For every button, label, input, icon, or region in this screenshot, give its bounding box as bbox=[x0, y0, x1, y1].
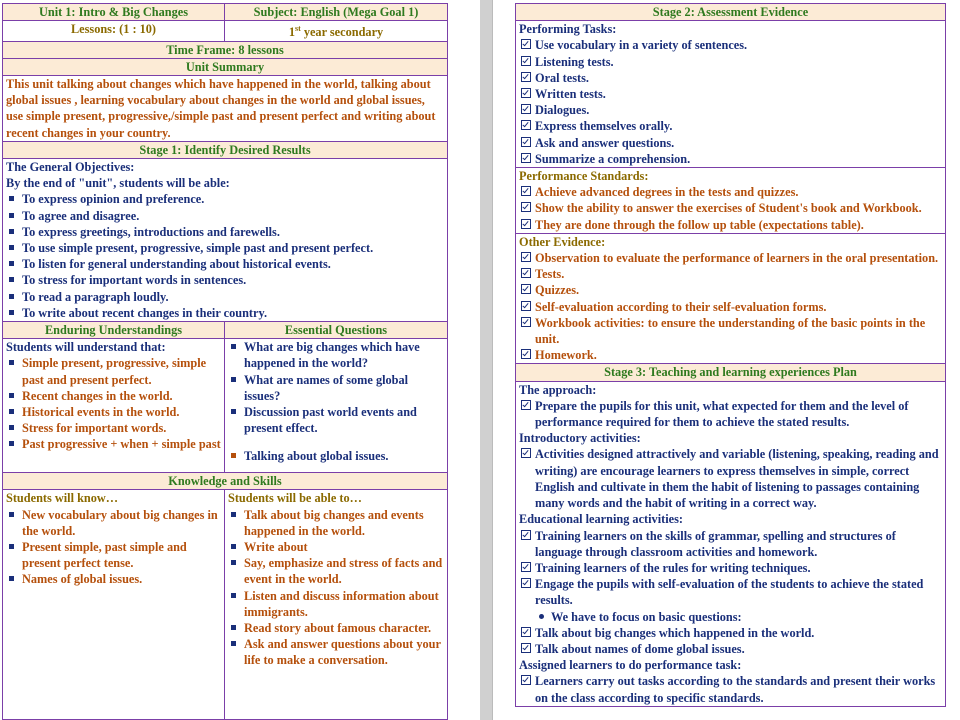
know-item: New vocabulary about big changes in the world. bbox=[6, 507, 221, 539]
enduring-item: Past progressive + when + simple past bbox=[6, 436, 221, 452]
bullet-square-icon bbox=[9, 229, 14, 234]
checkbox-checked-icon bbox=[521, 120, 531, 130]
page-gutter bbox=[480, 0, 492, 720]
summary-header bbox=[3, 58, 448, 75]
checkbox-checked-icon bbox=[521, 268, 531, 278]
other-evidence-list bbox=[519, 250, 942, 363]
bullet-square-icon bbox=[9, 213, 14, 218]
performing-item: Dialogues. bbox=[519, 102, 942, 118]
stage3-title: Stage 3: Teaching and learning experiences Plan bbox=[604, 365, 857, 380]
able-item: Talk about big changes and events happened in the world. bbox=[228, 507, 444, 539]
objective-item: To express greetings, introductions and farewells. bbox=[6, 224, 444, 240]
bullet-square-icon bbox=[9, 277, 14, 282]
objectives-cell bbox=[3, 158, 448, 321]
other-evidence-item: Tests. bbox=[519, 266, 942, 282]
standards-list bbox=[519, 184, 942, 233]
bullet-square-icon bbox=[231, 593, 236, 598]
able-cell bbox=[225, 490, 448, 720]
performing-item: Express themselves orally. bbox=[519, 118, 942, 134]
stage2-header bbox=[516, 4, 946, 21]
objective-item: To agree and disagree. bbox=[6, 208, 444, 224]
checkbox-checked-icon bbox=[521, 39, 531, 49]
summary-title: Unit Summary bbox=[185, 59, 265, 74]
performing-title: Performing Tasks: bbox=[519, 22, 617, 37]
checkbox-checked-icon bbox=[521, 88, 531, 98]
assigned-list bbox=[519, 673, 942, 705]
knowledge-title: Knowledge and Skills bbox=[168, 474, 282, 489]
checkbox-checked-icon bbox=[521, 137, 531, 147]
checkbox-checked-icon bbox=[521, 448, 531, 458]
performing-cell bbox=[516, 21, 946, 168]
bullet-square-icon bbox=[231, 560, 236, 565]
checkbox-checked-icon bbox=[521, 186, 531, 196]
checkbox-checked-icon bbox=[521, 202, 531, 212]
performing-list bbox=[519, 37, 942, 167]
bullet-square-icon bbox=[231, 512, 236, 517]
objective-item: To express opinion and preference. bbox=[6, 191, 444, 207]
essential-list bbox=[228, 339, 444, 464]
objectives-title: The General Objectives: bbox=[6, 159, 135, 174]
objective-item: To listen for general understanding about historical events. bbox=[6, 256, 444, 272]
focus-item: Talk about big changes which happened in the world. bbox=[519, 625, 942, 641]
edu-activities-title: Educational learning activities: bbox=[519, 512, 683, 527]
checkbox-checked-icon bbox=[521, 56, 531, 66]
bullet-square-icon bbox=[9, 393, 14, 398]
enduring-item: Recent changes in the world. bbox=[6, 388, 221, 404]
bullet-square-icon bbox=[231, 344, 236, 349]
essential-item: What are names of some global issues? bbox=[228, 372, 444, 404]
intro-activities-title: Introductory activities: bbox=[519, 431, 641, 446]
checkbox-checked-icon bbox=[521, 72, 531, 82]
checkbox-checked-icon bbox=[521, 643, 531, 653]
able-intro: Students will be able to… bbox=[228, 491, 362, 506]
other-evidence-item: Homework. bbox=[519, 347, 942, 363]
know-intro: Students will know… bbox=[6, 491, 119, 506]
bullet-square-icon bbox=[231, 453, 236, 458]
bullet-square-icon bbox=[9, 425, 14, 430]
assigned-title: Assigned learners to do performance task: bbox=[519, 658, 742, 673]
standards-title: Performance Standards: bbox=[519, 169, 649, 184]
stage1-header bbox=[3, 141, 448, 158]
other-evidence-cell bbox=[516, 233, 946, 364]
lessons-cell bbox=[3, 21, 225, 41]
unit-plan-table bbox=[2, 3, 448, 720]
checkbox-checked-icon bbox=[521, 349, 531, 359]
bullet-dot-icon bbox=[539, 614, 544, 619]
essential-header bbox=[225, 321, 448, 338]
other-evidence-item: Self-evaluation according to their self-evaluation forms. bbox=[519, 299, 942, 315]
bullet-square-icon bbox=[231, 377, 236, 382]
bullet-square-icon bbox=[9, 261, 14, 266]
knowledge-header bbox=[3, 473, 448, 490]
approach-list bbox=[519, 398, 942, 430]
enduring-header bbox=[3, 321, 225, 338]
performing-item: Written tests. bbox=[519, 86, 942, 102]
bullet-square-icon bbox=[231, 641, 236, 646]
bullet-square-icon bbox=[9, 441, 14, 446]
edu-activity-item: Engage the pupils with self-evaluation of the students to achieve the stated results. bbox=[519, 576, 942, 608]
objective-item: To stress for important words in sentences. bbox=[6, 272, 444, 288]
bullet-square-icon bbox=[9, 294, 14, 299]
assessment-table bbox=[515, 3, 946, 707]
time-frame: Time Frame: 8 lessons bbox=[166, 42, 284, 57]
plan-cell bbox=[516, 381, 946, 706]
subject-title: Subject: English (Mega Goal 1) bbox=[253, 5, 419, 19]
essential-item: Discussion past world events and present effect. bbox=[228, 404, 444, 436]
bullet-square-icon bbox=[231, 625, 236, 630]
stage1-title: Stage 1: Identify Desired Results bbox=[139, 142, 311, 157]
checkbox-checked-icon bbox=[521, 219, 531, 229]
bullet-square-icon bbox=[9, 196, 14, 201]
enduring-list bbox=[6, 355, 221, 452]
know-list bbox=[6, 507, 221, 588]
checkbox-checked-icon bbox=[521, 284, 531, 294]
year-cell bbox=[225, 21, 448, 41]
essential-item: What are big changes which have happened in the world? bbox=[228, 339, 444, 371]
standards-cell bbox=[516, 168, 946, 234]
performing-item: Ask and answer questions. bbox=[519, 135, 942, 151]
unit-title: Unit 1: Intro & Big Changes bbox=[38, 5, 189, 19]
bullet-square-icon bbox=[9, 310, 14, 315]
edu-activities-list bbox=[519, 528, 942, 658]
objectives-list bbox=[6, 191, 444, 321]
other-evidence-item: Observation to evaluate the performance of learners in the oral presentation. bbox=[519, 250, 942, 266]
bullet-square-icon bbox=[9, 409, 14, 414]
bullet-square-icon bbox=[9, 245, 14, 250]
objective-item: To use simple present, progressive, simple past and present perfect. bbox=[6, 240, 444, 256]
able-item: Ask and answer questions about your life to make a conversation. bbox=[228, 636, 444, 668]
performing-item: Oral tests. bbox=[519, 70, 942, 86]
enduring-item: Historical events in the world. bbox=[6, 404, 221, 420]
objectives-intro: By the end of "unit", students will be able: bbox=[6, 176, 230, 191]
checkbox-checked-icon bbox=[521, 104, 531, 114]
standards-item: Achieve advanced degrees in the tests and quizzes. bbox=[519, 184, 942, 200]
edu-activity-item: Training learners on the skills of grammar, spelling and structures of language through classroom activities and homework. bbox=[519, 528, 942, 560]
able-item: Read story about famous character. bbox=[228, 620, 444, 636]
checkbox-checked-icon bbox=[521, 317, 531, 327]
checkbox-checked-icon bbox=[521, 400, 531, 410]
checkbox-checked-icon bbox=[521, 530, 531, 540]
other-evidence-item: Quizzes. bbox=[519, 282, 942, 298]
enduring-item: Simple present, progressive, simple past and present perfect. bbox=[6, 355, 221, 387]
year-suffix: st bbox=[294, 24, 301, 34]
able-item: Write about bbox=[228, 539, 444, 555]
unit-title-cell bbox=[3, 4, 225, 21]
know-item: Present simple, past simple and present perfect tense. bbox=[6, 539, 221, 571]
objective-item: To read a paragraph loudly. bbox=[6, 289, 444, 305]
bullet-square-icon bbox=[9, 360, 14, 365]
able-list bbox=[228, 507, 444, 669]
focus-note: We have to focus on basic questions: bbox=[519, 609, 942, 625]
standards-item: They are done through the follow up table (expectations table). bbox=[519, 217, 942, 233]
right-page bbox=[492, 0, 960, 720]
approach-item: Prepare the pupils for this unit, what expected for them and the level of performance required for them to achieve the stated results. bbox=[519, 398, 942, 430]
performing-item: Summarize a comprehension. bbox=[519, 151, 942, 167]
objective-item: To write about recent changes in their country. bbox=[6, 305, 444, 321]
performing-item: Use vocabulary in a variety of sentences. bbox=[519, 37, 942, 53]
bullet-square-icon bbox=[9, 576, 14, 581]
assigned-item: Learners carry out tasks according to the standards and present their works on the class according to specific standards. bbox=[519, 673, 942, 705]
checkbox-checked-icon bbox=[521, 627, 531, 637]
lessons-label: Lessons: (1 : 10) bbox=[70, 22, 157, 37]
approach-title: The approach: bbox=[519, 382, 597, 397]
checkbox-checked-icon bbox=[521, 675, 531, 685]
checkbox-checked-icon bbox=[521, 562, 531, 572]
essential-title: Essential Questions bbox=[284, 322, 388, 337]
intro-activity-item: Activities designed attractively and variable (listening, speaking, reading and writing) are encourage learners to express themselves in simple, correct English and cultivate in them the habit of listening to passages containing many words and the habit of writing in a correct way. bbox=[519, 446, 942, 511]
essential-cell bbox=[225, 339, 448, 473]
bullet-square-icon bbox=[9, 544, 14, 549]
checkbox-checked-icon bbox=[521, 252, 531, 262]
enduring-item: Stress for important words. bbox=[6, 420, 221, 436]
stage3-header bbox=[516, 364, 946, 381]
summary-text: This unit talking about changes which have happened in the world, talking about global issues , learning vocabulary about changes in the world and global issues, use simple present, progressive,/simple past and present perfect and writing about recent changes in your country. bbox=[6, 76, 436, 140]
other-evidence-item: Workbook activities: to ensure the understanding of the basic points in the unit. bbox=[519, 315, 942, 347]
bullet-square-icon bbox=[9, 512, 14, 517]
checkbox-checked-icon bbox=[521, 153, 531, 163]
able-item: Say, emphasize and stress of facts and event in the world. bbox=[228, 555, 444, 587]
checkbox-checked-icon bbox=[521, 301, 531, 311]
standards-item: Show the ability to answer the exercises of Student's book and Workbook. bbox=[519, 200, 942, 216]
edu-activity-item: Training learners of the rules for writing techniques. bbox=[519, 560, 942, 576]
enduring-cell bbox=[3, 339, 225, 473]
performing-item: Listening tests. bbox=[519, 54, 942, 70]
know-cell bbox=[3, 490, 225, 720]
enduring-title: Enduring Understandings bbox=[44, 322, 183, 337]
bullet-square-icon bbox=[231, 544, 236, 549]
stage2-title: Stage 2: Assessment Evidence bbox=[652, 5, 809, 19]
bullet-square-icon bbox=[231, 409, 236, 414]
know-item: Names of global issues. bbox=[6, 571, 221, 587]
summary-cell bbox=[3, 75, 448, 141]
focus-item: Talk about names of dome global issues. bbox=[519, 641, 942, 657]
enduring-intro: Students will understand that: bbox=[6, 340, 166, 355]
year-number: 1 bbox=[288, 25, 295, 40]
intro-activities-list bbox=[519, 446, 942, 511]
time-frame-cell bbox=[3, 41, 448, 58]
spacer bbox=[228, 436, 444, 448]
able-item: Listen and discuss information about immigrants. bbox=[228, 588, 444, 620]
other-evidence-title: Other Evidence: bbox=[519, 234, 606, 249]
year-label: year secondary bbox=[300, 25, 384, 40]
subject-cell bbox=[225, 4, 448, 21]
checkbox-checked-icon bbox=[521, 578, 531, 588]
essential-item: Talking about global issues. bbox=[228, 448, 444, 464]
